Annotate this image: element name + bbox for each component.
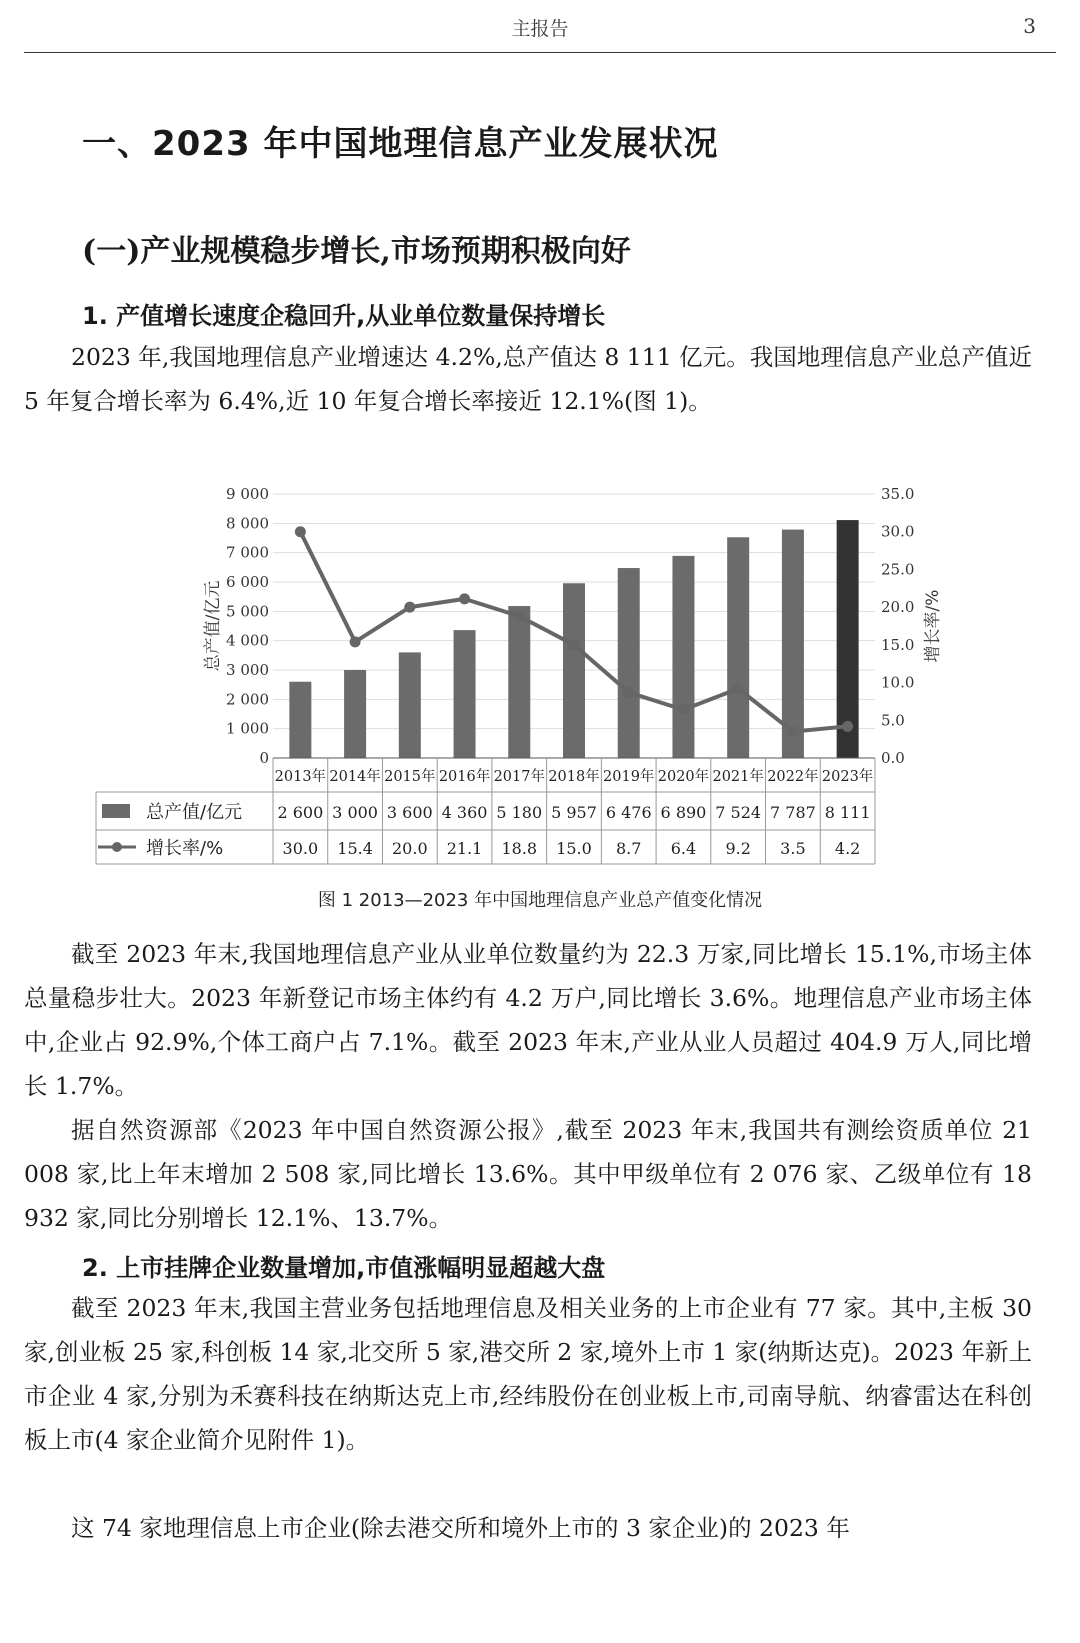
x-tick-label: 2018年	[548, 769, 600, 785]
x-tick-label: 2020年	[657, 769, 710, 785]
x-tick-label: 2015年	[384, 769, 436, 785]
x-tick-label: 2017年	[493, 769, 545, 785]
y-right-tick-label: 20.0	[881, 598, 915, 617]
item-2-title: 2. 上市挂牌企业数量增加,市值涨幅明显超越大盘	[82, 1254, 606, 1282]
y-left-tick-label: 8 000	[226, 514, 269, 533]
table-value-output: 3 000	[332, 803, 378, 822]
x-tick-label: 2014年	[329, 769, 381, 785]
y-right-tick-label: 10.0	[881, 673, 915, 692]
bar-2014年	[344, 670, 366, 758]
x-tick-label: 2023年	[821, 769, 874, 785]
table-value-output: 7 787	[770, 803, 816, 822]
paragraph-1: 2023 年,我国地理信息产业增速达 4.2%,总产值达 8 111 亿元。我国地理信息产业总产值近 5 年复合增长率为 6.4%,近 10 年复合增长率接近 12.1%(图 1)。	[24, 343, 1032, 415]
page-header	[24, 0, 1056, 53]
y-left-tick-label: 2 000	[226, 690, 269, 709]
x-tick-label: 2021年	[712, 769, 764, 785]
x-tick-label: 2022年	[767, 769, 819, 785]
legend-bar-label: 总产值/亿元	[146, 802, 243, 823]
table-value-output: 3 600	[386, 803, 433, 822]
bar-2015年	[399, 652, 421, 758]
y-right-axis-label: 增长率/%	[923, 589, 943, 663]
y-left-tick-label: 0	[259, 749, 269, 767]
table-value-output: 6 890	[660, 803, 707, 822]
table-value-growth: 18.8	[501, 839, 538, 858]
section-title: 一、2023 年中国地理信息产业发展状况	[82, 124, 719, 164]
table-value-growth: 20.0	[392, 839, 428, 858]
table-value-growth: 15.0	[556, 839, 592, 858]
growth-point-2016年	[459, 593, 470, 604]
y-left-tick-label: 4 000	[226, 631, 269, 650]
table-value-output: 2 600	[277, 803, 324, 822]
table-value-output: 4 360	[441, 803, 488, 822]
y-left-tick-label: 9 000	[226, 485, 269, 503]
paragraph-3: 据自然资源部《2023 年中国自然资源公报》,截至 2023 年末,我国共有测绘资质单位 21 008 家,比上年末增加 2 508 家,同比增长 13.6%。其中甲级单位有 2 076 家、乙级单位有 18 932 家,同比分别增长 12.1%、13.7%。	[24, 1116, 1032, 1232]
figure-1-chart	[0, 474, 1080, 874]
growth-point-2018年	[569, 639, 580, 650]
x-tick-label: 2016年	[438, 769, 491, 785]
growth-point-2017年	[514, 611, 525, 622]
legend-bar-swatch	[102, 804, 130, 818]
growth-point-2023年	[842, 721, 853, 732]
bar-2019年	[618, 568, 640, 758]
growth-point-2013年	[295, 526, 306, 537]
x-tick-label: 2013年	[274, 769, 327, 785]
legend-line-marker	[112, 842, 122, 852]
bar-2013年	[289, 682, 311, 758]
item-1-title: 1. 产值增长速度企稳回升,从业单位数量保持增长	[82, 302, 606, 330]
bar-2016年	[454, 630, 476, 758]
table-value-output: 6 476	[605, 803, 652, 822]
table-value-growth: 9.2	[725, 839, 751, 858]
x-tick-label: 2019年	[603, 769, 655, 785]
table-value-output: 7 524	[715, 803, 762, 822]
growth-point-2014年	[350, 636, 361, 647]
y-left-tick-label: 1 000	[226, 719, 269, 738]
table-value-output: 8 111	[824, 803, 871, 822]
page-number: 3	[1023, 14, 1036, 38]
running-title: 主报告	[511, 18, 569, 40]
subsection-title: (一)产业规模稳步增长,市场预期积极向好	[82, 234, 631, 269]
y-right-tick-label: 25.0	[881, 560, 915, 579]
y-right-tick-label: 15.0	[881, 635, 915, 654]
y-right-tick-label: 0.0	[881, 749, 905, 767]
growth-point-2015年	[404, 602, 415, 613]
growth-point-2022年	[787, 726, 798, 737]
table-value-growth: 4.2	[834, 839, 861, 858]
paragraph-4: 截至 2023 年末,我国主营业务包括地理信息及相关业务的上市企业有 77 家。其中,主板 30 家,创业板 25 家,科创板 14 家,北交所 5 家,港交所 2 家,境外上市 1 家(纳斯达克)。2023 年新上市企业 4 家,分别为禾赛科技在纳斯达克上市,经纬股份在创业板上市,司南导航、纳睿雷达在科创板上市(4 家企业简介见附件 1)。	[24, 1294, 1032, 1454]
y-left-tick-label: 7 000	[226, 543, 269, 562]
y-left-tick-label: 3 000	[226, 661, 269, 679]
table-value-output: 5 180	[496, 803, 543, 822]
growth-point-2019年	[623, 687, 634, 698]
bar-2020年	[672, 556, 694, 758]
table-value-growth: 15.4	[337, 839, 373, 858]
figure-caption: 图 1 2013—2023 年中国地理信息产业总产值变化情况	[317, 890, 763, 911]
table-value-growth: 8.7	[616, 839, 642, 858]
table-value-growth: 6.4	[670, 839, 697, 858]
y-right-tick-label: 30.0	[881, 522, 915, 541]
legend-line-label: 增长率/%	[146, 838, 224, 859]
bar-2018年	[563, 583, 585, 758]
growth-point-2021年	[733, 683, 744, 694]
paragraph-2: 截至 2023 年末,我国地理信息产业从业单位数量约为 22.3 万家,同比增长 15.1%,市场主体总量稳步壮大。2023 年新登记市场主体约有 4.2 万户,同比增长 3.6%。地理信息产业市场主体中,企业占 92.9%,个体工商户占 7.1%。截至 2023 年末,产业从业人员超过 404.9 万人,同比增长 1.7%。	[24, 940, 1032, 1100]
y-right-tick-label: 35.0	[881, 485, 915, 503]
bar-2017年	[508, 606, 530, 758]
y-left-tick-label: 5 000	[226, 602, 269, 621]
table-value-growth: 21.1	[446, 839, 483, 858]
table-value-growth: 30.0	[282, 839, 319, 858]
table-value-growth: 3.5	[780, 839, 806, 858]
paragraph-5: 这 74 家地理信息上市企业(除去港交所和境外上市的 3 家企业)的 2023 年	[71, 1514, 850, 1542]
bar-2021年	[727, 537, 749, 758]
y-left-axis-label: 总产值/亿元	[203, 580, 223, 672]
y-left-tick-label: 6 000	[226, 573, 269, 591]
growth-point-2020年	[678, 704, 689, 715]
y-right-tick-label: 5.0	[881, 711, 905, 730]
table-value-output: 5 957	[551, 803, 597, 822]
